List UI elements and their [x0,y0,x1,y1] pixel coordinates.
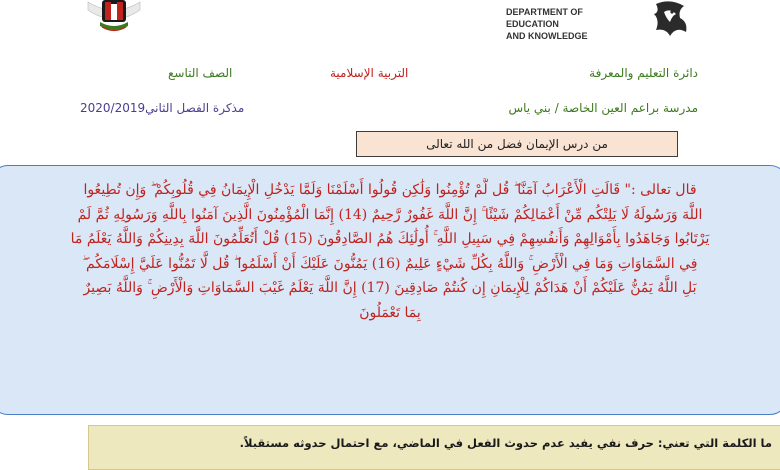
term-note: مذكرة الفصل الثاني2020/2019 [80,101,245,115]
ministry-name: دائرة التعليم والمعرفة [589,66,698,80]
department-name: DEPARTMENT OF EDUCATION AND KNOWLEDGE [506,7,588,41]
question-text: ما الكلمة التي تعني: حرف نفي يفيد عدم حدوث الفعل في الماضي، مع احتمال حدوثه مستقبلاً. [239,436,772,450]
school-emblem-icon [82,0,146,46]
verse-line: فِي السَّمَاوَاتِ وَمَا فِي الْأَرْضِ ۚ وَاللَّهُ بِكُلِّ شَيْءٍ عَلِيمٌ (16) يَمُنُّونَ عَلَيْكَ أَنْ أَسْلَمُوا ۖ قُل لَّا تَمُنُّوا عَلَيَّ إِسْلَامَكُم ۖ [82,255,698,272]
verse-line: اللَّهَ وَرَسُولَهُ لَا يَلِتْكُم مِّنْ أَعْمَالِكُمْ شَيْئًا ۚ إِنَّ اللَّهَ غَفُورٌ رَّحِيمٌ (14) إِنَّمَا الْمُؤْمِنُونَ الَّذِينَ آمَنُوا بِاللَّهِ وَرَسُولِهِ ثُمَّ لَمْ [77,206,703,223]
verse-text [0,178,780,408]
lesson-title-box [356,131,678,157]
grade-label: الصف التاسع [168,66,233,80]
school-name: مدرسة براعم العين الخاصة / بني ياس [508,101,698,115]
lesson-title: من درس الإيمان فضل من الله تعالى [426,137,608,151]
verse-line: بَلِ اللَّهُ يَمُنُّ عَلَيْكُمْ أَنْ هَدَاكُمْ لِلْإِيمَانِ إِن كُنتُمْ صَادِقِينَ (17) إِنَّ اللَّهَ يَعْلَمُ غَيْبَ السَّمَاوَاتِ وَالْأَرْضِ ۚ وَاللَّهُ بَصِيرٌ [83,280,697,296]
verse-line: قال تعالى :" قَالَتِ الْأَعْرَابُ آمَنَّا ۖ قُل لَّمْ تُؤْمِنُوا وَلَٰكِن قُولُوا أَسْلَمْنَا وَلَمَّا يَدْخُلِ الْإِيمَانُ فِي قُلُوبِكُمْ ۖ وَإِن تُطِيعُوا [83,182,697,198]
verse-line: بِمَا تَعْمَلُونَ [359,304,421,321]
adek-falcon-logo-icon [642,0,698,46]
verse-line: يَرْتَابُوا وَجَاهَدُوا بِأَمْوَالِهِمْ وَأَنفُسِهِمْ فِي سَبِيلِ اللَّهِ ۚ أُولَٰئِكَ هُمُ الصَّادِقُونَ (15) قُلْ أَتُعَلِّمُونَ اللَّهَ بِدِينِكُمْ وَاللَّهُ يَعْلَمُ مَا [70,231,710,247]
subject-name: التربية الإسلامية [330,66,409,80]
